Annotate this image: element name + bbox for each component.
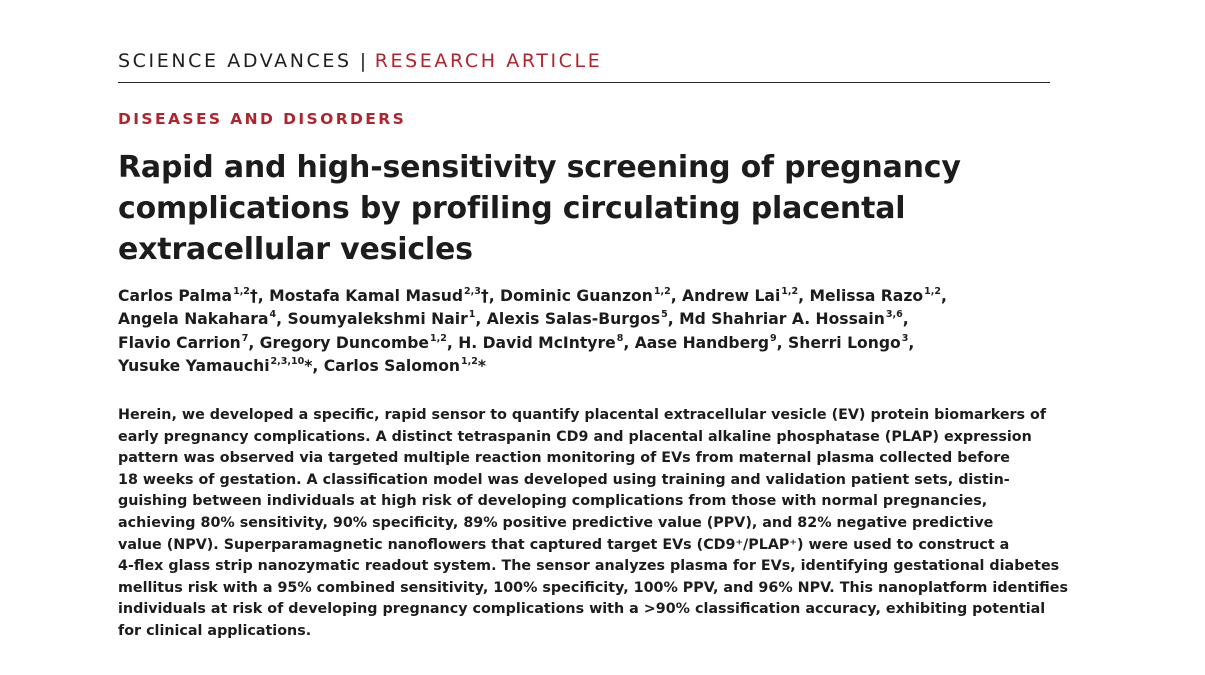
- author-suffix: ,: [623, 333, 635, 352]
- author-affiliation: 1: [468, 309, 476, 321]
- author-affiliation: 1,2: [461, 355, 478, 367]
- author: [788, 334, 914, 352]
- abstract-line: guishing between individuals at high risk of developing complications from those with normal pregnancies,: [118, 493, 988, 510]
- author: [487, 310, 679, 328]
- author-suffix: †,: [249, 287, 270, 305]
- author-affiliation: 8: [616, 332, 624, 344]
- author: [324, 357, 486, 375]
- author-affiliation: 1,2: [924, 286, 941, 297]
- abstract-line: Herein, we developed a specific, rapid sensor to quantify placental extracellular vesicle (EV) protein biomarkers of: [118, 407, 1047, 423]
- author: [118, 310, 288, 328]
- author-line: [118, 355, 1048, 378]
- abstract-line: for clinical applications.: [118, 622, 312, 639]
- author: [118, 334, 260, 352]
- author: [288, 310, 487, 328]
- author-name: Sherri Longo: [788, 333, 901, 352]
- author-name: Md Shahriar A. Hossain: [679, 310, 885, 329]
- author-name: Carlos Salomon: [323, 356, 461, 375]
- abstract-line: early pregnancy complications. A distinct tetraspanin CD9 and placental alkaline phosphatase (PLAP) expression: [118, 428, 1032, 445]
- author: [810, 287, 947, 305]
- author-affiliation: 3,6: [885, 309, 903, 321]
- author-suffix: ,: [475, 310, 487, 329]
- author-suffix: ,: [446, 333, 459, 352]
- author-affiliation: 4: [269, 309, 277, 321]
- author-suffix: ,: [670, 287, 683, 305]
- author: [458, 334, 635, 352]
- author: [269, 287, 500, 305]
- header-separator: |: [359, 50, 369, 72]
- author-suffix: ,: [667, 310, 680, 329]
- author-name: Andrew Lai: [682, 287, 781, 305]
- abstract-line: individuals at risk of developing pregnancy complications with a >90% classification accuracy, exhibiting potential: [118, 601, 1046, 618]
- author-affiliation: 1,2: [233, 286, 250, 297]
- author-suffix: ,: [940, 287, 947, 305]
- article-title: [118, 147, 1038, 270]
- author-line: [118, 285, 1048, 308]
- author-name: Flavio Carrion: [118, 333, 241, 352]
- article-type: RESEARCH ARTICLE: [374, 50, 603, 72]
- author-affiliation: 2,3: [464, 286, 481, 297]
- abstract-line: value (NPV). Superparamagnetic nanoflowers that captured target EVs (CD9⁺/PLAP⁺) were used to construct a: [118, 536, 1010, 553]
- author-affiliation: 1,2: [781, 286, 799, 297]
- journal-header: [118, 48, 1050, 83]
- author-line: [118, 308, 1048, 331]
- author-name: Alexis Salas-Burgos: [486, 310, 661, 329]
- author: [118, 357, 324, 375]
- author: [118, 287, 269, 305]
- abstract-line: 4-flex glass strip nanozymatic readout system. The sensor analyzes plasma for EVs, identifying gestational diabetes: [118, 558, 1060, 575]
- author-suffix: *,: [304, 356, 324, 375]
- author-affiliation: 7: [241, 332, 249, 344]
- author-name: Aase Handberg: [634, 333, 770, 352]
- author-suffix: ,: [776, 333, 789, 352]
- author-affiliation: 1,2: [430, 332, 447, 344]
- author-affiliation: 2,3,10: [270, 355, 305, 367]
- abstract-line: achieving 80% sensitivity, 90% specificity, 89% positive predictive value (PPV), and 82% negative predictive: [118, 514, 994, 531]
- author: [260, 334, 459, 352]
- author-name: Melissa Razo: [809, 287, 924, 305]
- author-affiliation: 1,2: [653, 286, 671, 297]
- author-name: Mostafa Kamal Masud: [269, 287, 464, 305]
- author-suffix: ,: [276, 310, 288, 329]
- author-suffix: *: [477, 356, 487, 375]
- author-name: Carlos Palma: [118, 287, 233, 305]
- author-name: Soumyalekshmi Nair: [287, 310, 468, 329]
- author-affiliation: 3: [901, 332, 909, 344]
- author-name: Gregory Duncombe: [259, 333, 429, 352]
- author-suffix: ,: [798, 287, 810, 305]
- article-page: [118, 0, 1068, 675]
- author-name: H. David McIntyre: [458, 333, 616, 352]
- journal-name: SCIENCE ADVANCES: [118, 50, 352, 72]
- author-suffix: ,: [902, 310, 909, 329]
- section-label: DISEASES AND DISORDERS: [118, 110, 407, 128]
- author-name: Yusuke Yamauchi: [118, 356, 270, 375]
- author-name: Dominic Guanzon: [500, 287, 653, 305]
- title-line: Rapid and high-sensitivity screening of pregnancy: [118, 150, 961, 185]
- author-list: [118, 285, 1048, 378]
- author-line: [118, 332, 1048, 355]
- title-line: extracellular vesicles: [118, 232, 473, 267]
- author: [635, 334, 788, 352]
- author-name: Angela Nakahara: [118, 310, 269, 329]
- author: [679, 310, 909, 328]
- author: [682, 287, 809, 305]
- title-line: complications by profiling circulating placental: [118, 191, 906, 226]
- author-affiliation: 5: [661, 309, 668, 321]
- author-suffix: ,: [248, 333, 260, 352]
- author: [500, 287, 682, 305]
- author-suffix: ,: [908, 333, 915, 352]
- author-suffix: †,: [480, 287, 501, 305]
- abstract-line: 18 weeks of gestation. A classification model was developed using training and validation patient sets, distin-: [118, 471, 1010, 488]
- abstract-line: mellitus risk with a 95% combined sensitivity, 100% specificity, 100% PPV, and 96% NPV. This nanoplatform identifies: [118, 579, 1068, 596]
- abstract: [118, 405, 1068, 643]
- author-affiliation: 9: [770, 332, 777, 344]
- abstract-line: pattern was observed via targeted multiple reaction monitoring of EVs from maternal plasma collected before: [118, 450, 1010, 467]
